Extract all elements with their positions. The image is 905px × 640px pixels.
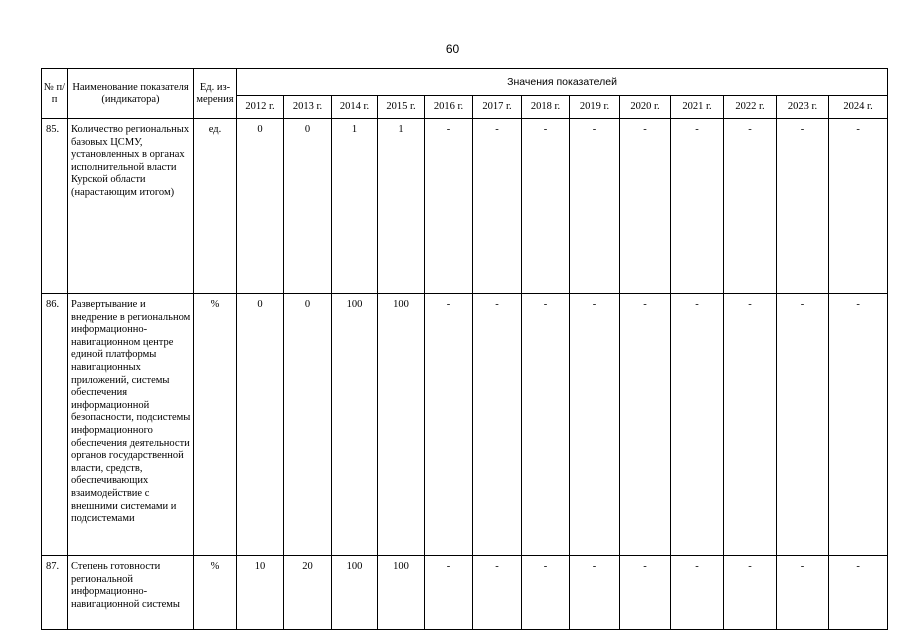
year-header: 2018 г. xyxy=(522,96,570,119)
year-header: 2013 г. xyxy=(284,96,332,119)
value-cell: - xyxy=(777,119,829,294)
year-header: 2014 г. xyxy=(332,96,378,119)
value-cell: 20 xyxy=(284,556,332,630)
header-unit: Ед. из-мерения xyxy=(194,69,237,119)
header-values: Значения показателей xyxy=(237,69,888,96)
value-cell: 0 xyxy=(284,294,332,556)
year-header: 2020 г. xyxy=(620,96,671,119)
value-cell: - xyxy=(570,294,620,556)
value-cell: - xyxy=(522,556,570,630)
value-cell: - xyxy=(671,556,724,630)
value-cell: - xyxy=(724,294,777,556)
value-cell: 100 xyxy=(332,294,378,556)
value-cell: - xyxy=(777,556,829,630)
value-cell: 10 xyxy=(237,556,284,630)
value-cell: - xyxy=(724,119,777,294)
header-num: № п/п xyxy=(42,69,68,119)
year-header: 2012 г. xyxy=(237,96,284,119)
value-cell: - xyxy=(522,294,570,556)
year-header: 2015 г. xyxy=(378,96,425,119)
value-cell: - xyxy=(425,119,473,294)
indicator-name: Количество региональных базовых ЦСМУ, установленных в органах исполнительной власти Курской области (нарастающим итогом) xyxy=(68,119,194,294)
unit-cell: % xyxy=(194,556,237,630)
year-header: 2021 г. xyxy=(671,96,724,119)
value-cell: - xyxy=(777,294,829,556)
value-cell: - xyxy=(724,556,777,630)
value-cell: - xyxy=(473,119,522,294)
row-number: 86. xyxy=(42,294,68,556)
year-header: 2022 г. xyxy=(724,96,777,119)
value-cell: - xyxy=(473,294,522,556)
value-cell: - xyxy=(570,556,620,630)
row-number: 87. xyxy=(42,556,68,630)
header-row xyxy=(42,69,888,96)
year-header: 2017 г. xyxy=(473,96,522,119)
value-cell: - xyxy=(522,119,570,294)
value-cell: - xyxy=(425,556,473,630)
value-cell: - xyxy=(620,119,671,294)
value-cell: - xyxy=(620,556,671,630)
value-cell: 100 xyxy=(378,294,425,556)
table-row xyxy=(42,119,888,294)
value-cell: - xyxy=(620,294,671,556)
table-row xyxy=(42,556,888,630)
indicators-table xyxy=(41,68,888,630)
value-cell: 0 xyxy=(237,119,284,294)
value-cell: - xyxy=(829,294,888,556)
unit-cell: % xyxy=(194,294,237,556)
value-cell: - xyxy=(829,119,888,294)
year-header: 2016 г. xyxy=(425,96,473,119)
value-cell: - xyxy=(671,119,724,294)
year-header: 2023 г. xyxy=(777,96,829,119)
value-cell: - xyxy=(473,556,522,630)
year-header: 2019 г. xyxy=(570,96,620,119)
value-cell: - xyxy=(671,294,724,556)
value-cell: - xyxy=(829,556,888,630)
value-cell: - xyxy=(425,294,473,556)
value-cell: 100 xyxy=(378,556,425,630)
value-cell: 0 xyxy=(237,294,284,556)
value-cell: 0 xyxy=(284,119,332,294)
value-cell: 100 xyxy=(332,556,378,630)
page-number: 60 xyxy=(445,42,460,56)
value-cell: 1 xyxy=(378,119,425,294)
table-row xyxy=(42,294,888,556)
year-header: 2024 г. xyxy=(829,96,888,119)
unit-cell: ед. xyxy=(194,119,237,294)
value-cell: - xyxy=(570,119,620,294)
indicator-name: Развертывание и внедрение в региональном информационно-навигационном центре единой платформы навигационных приложений, системы обеспечения информационной безопасности, подсистемы информационного обеспечения деятельности органов государственной власти, средств, обеспечивающих взаимодействие с внешними системами и подсистемами xyxy=(68,294,194,556)
indicator-name: Степень готовности региональной информационно-навигационной системы xyxy=(68,556,194,630)
row-number: 85. xyxy=(42,119,68,294)
header-name: Наименование показателя (индикатора) xyxy=(68,69,194,119)
value-cell: 1 xyxy=(332,119,378,294)
